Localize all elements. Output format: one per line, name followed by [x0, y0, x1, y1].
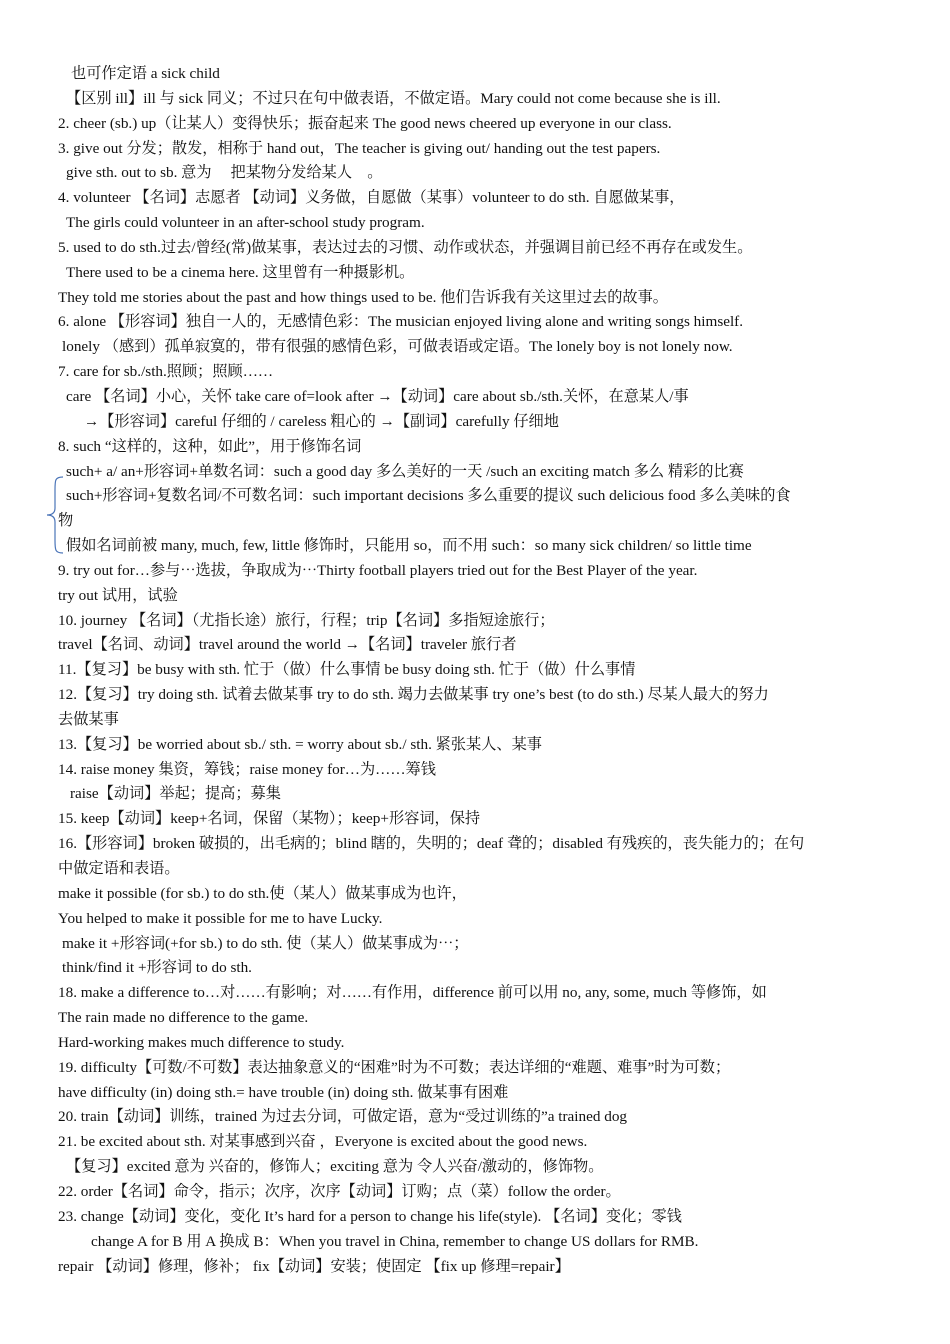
- text-line-content: travel【名词、动词】travel around the world →【名词】traveler 旅行者: [58, 636, 517, 654]
- text-line: [0, 1031, 950, 1056]
- text-line: [0, 286, 950, 311]
- text-line-content: The rain made no difference to the game.: [58, 1009, 309, 1027]
- text-line-content: 假如名词前被 many, much, few, little 修饰时，只能用 so，而不用 such：so many sick children/ so little time: [66, 537, 752, 555]
- document-body: [0, 62, 950, 1279]
- text-line-content: 去做某事: [58, 710, 119, 728]
- text-line-content: They told me stories about the past and how things used to be. 他们告诉我有关这里过去的故事。: [58, 288, 668, 306]
- text-line: [0, 1056, 950, 1081]
- text-line-content: 2. cheer (sb.) up（让某人）变得快乐；振奋起来 The good news cheered up everyone in our class.: [58, 114, 672, 132]
- text-line-content: lonely （感到）孤单寂寞的，带有很强的感情色彩，可做表语或定语。The lonely boy is not lonely now.: [62, 338, 733, 356]
- text-line: [0, 1155, 950, 1180]
- text-line: [0, 981, 950, 1006]
- text-line-content: repair 【动词】修理，修补； fix【动词】安装；使固定 【fix up 修理=repair】: [58, 1257, 570, 1275]
- text-line-content: 【区别 ill】ill 与 sick 同义；不过只在句中做表语，不做定语。Mary could not come because she is ill.: [66, 89, 721, 107]
- text-line-content: try out 试用，试验: [58, 586, 178, 604]
- text-line-content: 6. alone 【形容词】独自一人的，无感情色彩：The musician enjoyed living alone and writing songs himself.: [58, 313, 744, 331]
- text-line-content: 16.【形容词】broken 破损的，出毛病的；blind 瞎的，失明的；deaf 聋的；disabled 有残疾的，丧失能力的；在句: [58, 835, 805, 853]
- text-line-content: change A for B 用 A 换成 B：When you travel in China, remember to change US dollars for RMB.: [91, 1232, 699, 1250]
- text-line: [0, 261, 950, 286]
- text-line-content: 8. such “这样的，这种，如此”，用于修饰名词: [58, 437, 362, 455]
- text-line-content: Hard-working makes much difference to study.: [58, 1033, 345, 1051]
- text-line: [0, 161, 950, 186]
- text-line: [0, 460, 950, 485]
- text-line: [0, 658, 950, 683]
- text-line: [0, 559, 950, 584]
- text-line: [0, 310, 950, 335]
- text-line: [0, 410, 950, 435]
- text-line: [0, 1180, 950, 1205]
- text-line-content: 3. give out 分发；散发，相称于 hand out，The teacher is giving out/ handing out the test papers.: [58, 139, 661, 157]
- text-line-content: 9. try out for…参与⋯选拔，争取成为⋯Thirty football players tried out for the Best Player of the year.: [58, 561, 698, 579]
- text-line: [0, 484, 950, 509]
- text-line-content: 20. train【动词】训练，trained 为过去分词，可做定语，意为“受过训练的”a trained dog: [58, 1108, 628, 1126]
- text-line-content: 也可作定语 a sick child: [71, 65, 220, 82]
- text-line: [0, 435, 950, 460]
- text-line: [0, 832, 950, 857]
- text-line: [0, 360, 950, 385]
- text-line: [0, 1105, 950, 1130]
- text-line: [0, 335, 950, 360]
- text-line-content: →【形容词】careful 仔细的 / careless 粗心的 →【副词】carefully 仔细地: [84, 412, 559, 430]
- text-line: [0, 112, 950, 137]
- text-line-content: 7. care for sb./sth.照顾；照顾……: [58, 363, 274, 381]
- text-line: [0, 1130, 950, 1155]
- text-line: [0, 1081, 950, 1106]
- text-line-content: You helped to make it possible for me to have Lucky.: [58, 909, 383, 927]
- text-line-content: 物: [58, 512, 74, 530]
- text-line: [0, 186, 950, 211]
- text-line: [0, 62, 950, 87]
- text-line: [0, 733, 950, 758]
- text-line-content: 13.【复习】be worried about sb./ sth. = worry about sb./ sth. 紧张某人、某事: [58, 735, 542, 753]
- text-line: [0, 236, 950, 261]
- text-line: [0, 932, 950, 957]
- text-line-content: make it +形容词(+for sb.) to do sth. 使（某人）做某事成为⋯；: [62, 934, 469, 952]
- text-line: [0, 857, 950, 882]
- text-line-content: 5. used to do sth.过去/曾经(常)做某事，表达过去的习惯、动作或状态，并强调目前已经不再存在或发生。: [58, 238, 753, 256]
- text-line-content: think/find it +形容词 to do sth.: [62, 959, 252, 977]
- text-line: [0, 708, 950, 733]
- text-line-content: 【复习】excited 意为 兴奋的，修饰人；exciting 意为 令人兴奋/激动的，修饰物。: [66, 1158, 604, 1176]
- text-line: [0, 758, 950, 783]
- left-brace-decoration: [46, 476, 64, 554]
- text-line: [0, 807, 950, 832]
- text-line: [0, 609, 950, 634]
- text-line-content: 22. order【名词】命令，指示；次序，次序【动词】订购；点（菜）follow the order。: [58, 1182, 621, 1200]
- text-line-content: such+ a/ an+形容词+单数名词：such a good day 多么美好的一天 /such an exciting match 多么 精彩的比赛: [66, 462, 744, 480]
- text-line-content: 21. be excited about sth. 对某事感到兴奋 ，Everyone is excited about the good news.: [58, 1133, 588, 1151]
- text-line-content: make it possible (for sb.) to do sth.使（某人）做某事成为也许，: [58, 884, 467, 902]
- text-line-content: such+形容词+复数名词/不可数名词：such important decisions 多么重要的提议 such delicious food 多么美味的食: [66, 487, 791, 505]
- text-line: [0, 1205, 950, 1230]
- text-line: [0, 907, 950, 932]
- text-line: [0, 1230, 950, 1255]
- text-line-content: 11.【复习】be busy with sth. 忙于（做）什么事情 be busy doing sth. 忙于（做）什么事情: [58, 661, 636, 679]
- text-line: [0, 534, 950, 559]
- text-line-content: The girls could volunteer in an after-school study program.: [66, 214, 425, 232]
- text-line: [0, 683, 950, 708]
- text-line-content: 中做定语和表语。: [58, 860, 180, 877]
- text-line-content: raise【动词】举起；提高；募集: [70, 785, 281, 803]
- text-line-content: care 【名词】小心，关怀 take care of=look after →【动词】care about sb./sth.关怀，在意某人/事: [66, 387, 689, 405]
- text-line-content: 12.【复习】try doing sth. 试着去做某事 try to do sth. 竭力去做某事 try one’s best (to do sth.) 尽某人最大的努力: [58, 686, 769, 704]
- text-line: [0, 385, 950, 410]
- text-line-content: give sth. out to sb. 意为 把某物分发给某人 。: [66, 164, 383, 182]
- text-line-content: There used to be a cinema here. 这里曾有一种摄影机。: [66, 263, 415, 281]
- text-line-content: 15. keep【动词】keep+名词，保留（某物）；keep+形容词，保持: [58, 810, 481, 828]
- text-line-content: 23. change【动词】变化，变化 It’s hard for a person to change his life(style). 【名词】变化；零钱: [58, 1207, 682, 1225]
- text-line: [0, 509, 950, 534]
- text-line-content: 14. raise money 集资，筹钱；raise money for…为……筹钱: [58, 760, 436, 778]
- text-line: [0, 633, 950, 658]
- text-line-content: have difficulty (in) doing sth.= have trouble (in) doing sth. 做某事有困难: [58, 1083, 509, 1101]
- text-line-content: 4. volunteer 【名词】志愿者 【动词】义务做，自愿做（某事）volunteer to do sth. 自愿做某事，: [58, 189, 685, 207]
- text-line: [0, 1255, 950, 1280]
- text-line: [0, 211, 950, 236]
- text-line: [0, 137, 950, 162]
- text-line-content: 10. journey 【名词】（尤指长途）旅行，行程；trip【名词】多指短途旅行；: [58, 611, 555, 629]
- text-line-content: 18. make a difference to…对……有影响；对……有作用，difference 前可以用 no, any, some, much 等修饰，如: [58, 984, 767, 1002]
- text-line: [0, 782, 950, 807]
- text-line: [0, 87, 950, 112]
- text-line: [0, 1006, 950, 1031]
- text-line: [0, 882, 950, 907]
- text-line: [0, 584, 950, 609]
- text-line-content: 19. difficulty【可数/不可数】表达抽象意义的“困难”时为不可数；表达详细的“难题、难事”时为可数；: [58, 1058, 731, 1076]
- text-line: [0, 956, 950, 981]
